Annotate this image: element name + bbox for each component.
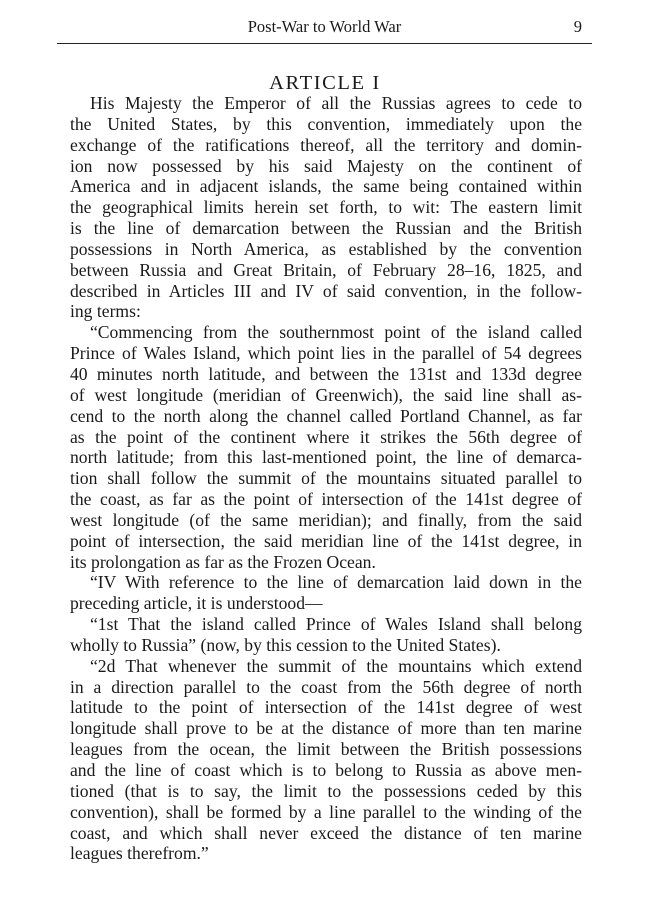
text-line: “1st That the island called Prince of Wales Island shall belong	[90, 614, 582, 635]
running-title: Post-War to World War	[247, 17, 402, 36]
running-head	[57, 14, 592, 40]
text-line: leagues therefrom.”	[70, 843, 209, 864]
header-rule	[57, 43, 592, 44]
paragraph	[70, 572, 582, 614]
text-line: north latitude; from this last-mentioned point, the line of demarca-	[70, 447, 582, 468]
text-line: tioned (that is to say, the limit to the possessions ceded by this	[70, 780, 582, 801]
text-line: “Commencing from the southernmost point of the island called	[90, 322, 582, 343]
text-line: exchange of the ratifications thereof, all the territory and domin-	[70, 134, 582, 155]
paragraph	[70, 656, 582, 864]
text-line: coast, and which shall never exceed the distance of ten marine	[70, 822, 582, 843]
paragraph	[70, 93, 582, 322]
text-line: “IV With reference to the line of demarcation laid down in the	[90, 572, 582, 593]
text-line: latitude to the point of intersection of the 141st degree of west	[70, 697, 582, 718]
page-number: 9	[573, 17, 582, 36]
text-line: between Russia and Great Britain, of February 28–16, 1825, and	[70, 259, 582, 280]
text-line: longitude shall prove to be at the distance of more than ten marine	[70, 718, 582, 739]
text-line: and the line of coast which is to belong to Russia as above men-	[70, 760, 582, 780]
text-line: 40 minutes north latitude, and between the 131st and 133d degree	[70, 363, 582, 384]
text-line: point of intersection, the said meridian line of the 141st degree, in	[70, 530, 582, 551]
text-line: His Majesty the Emperor of all the Russias agrees to cede to	[90, 93, 582, 113]
text-line: tion shall follow the summit of the mountains situated parallel to	[70, 468, 582, 489]
text-line: is the line of demarcation between the Russian and the British	[70, 218, 582, 239]
text-line: convention), shall be formed by a line parallel to the winding of the	[70, 801, 582, 822]
text-line: of west longitude (meridian of Greenwich), the said line shall as-	[70, 384, 582, 405]
text-line: as the point of the continent where it strikes the 56th degree of	[70, 426, 582, 447]
text-line: the geographical limits herein set forth, to wit: The eastern limit	[70, 197, 582, 218]
article-body	[70, 93, 582, 864]
text-line: cend to the north along the channel called Portland Channel, as far	[70, 405, 582, 426]
text-line: Prince of Wales Island, which point lies in the parallel of 54 degrees	[70, 343, 582, 364]
text-line: America and in adjacent islands, the same being contained within	[70, 176, 582, 197]
article-heading: ARTICLE I	[269, 71, 381, 94]
text-line: the United States, by this convention, immediately upon the	[70, 113, 582, 134]
text-line: its prolongation as far as the Frozen Ocean.	[70, 551, 376, 572]
text-line: ing terms:	[70, 301, 141, 322]
text-line: leagues from the ocean, the limit between the British possessions	[70, 739, 582, 760]
text-line: west longitude (of the same meridian); and finally, from the said	[70, 509, 582, 530]
text-line: ion now possessed by his said Majesty on the continent of	[70, 155, 582, 176]
text-line: the coast, as far as the point of intersection of the 141st degree of	[70, 489, 582, 510]
paragraph	[70, 614, 582, 656]
text-line: described in Articles III and IV of said convention, in the follow-	[70, 280, 582, 301]
text-line: wholly to Russia” (now, by this cession to the United States).	[70, 634, 501, 655]
text-line: “2d That whenever the summit of the mountains which extend	[90, 655, 582, 676]
text-line: possessions in North America, as established by the convention	[70, 238, 582, 259]
text-line: in a direction parallel to the coast from the 56th degree of north	[70, 676, 582, 697]
paragraph	[70, 322, 582, 572]
text-line: preceding article, it is understood—	[70, 593, 323, 614]
